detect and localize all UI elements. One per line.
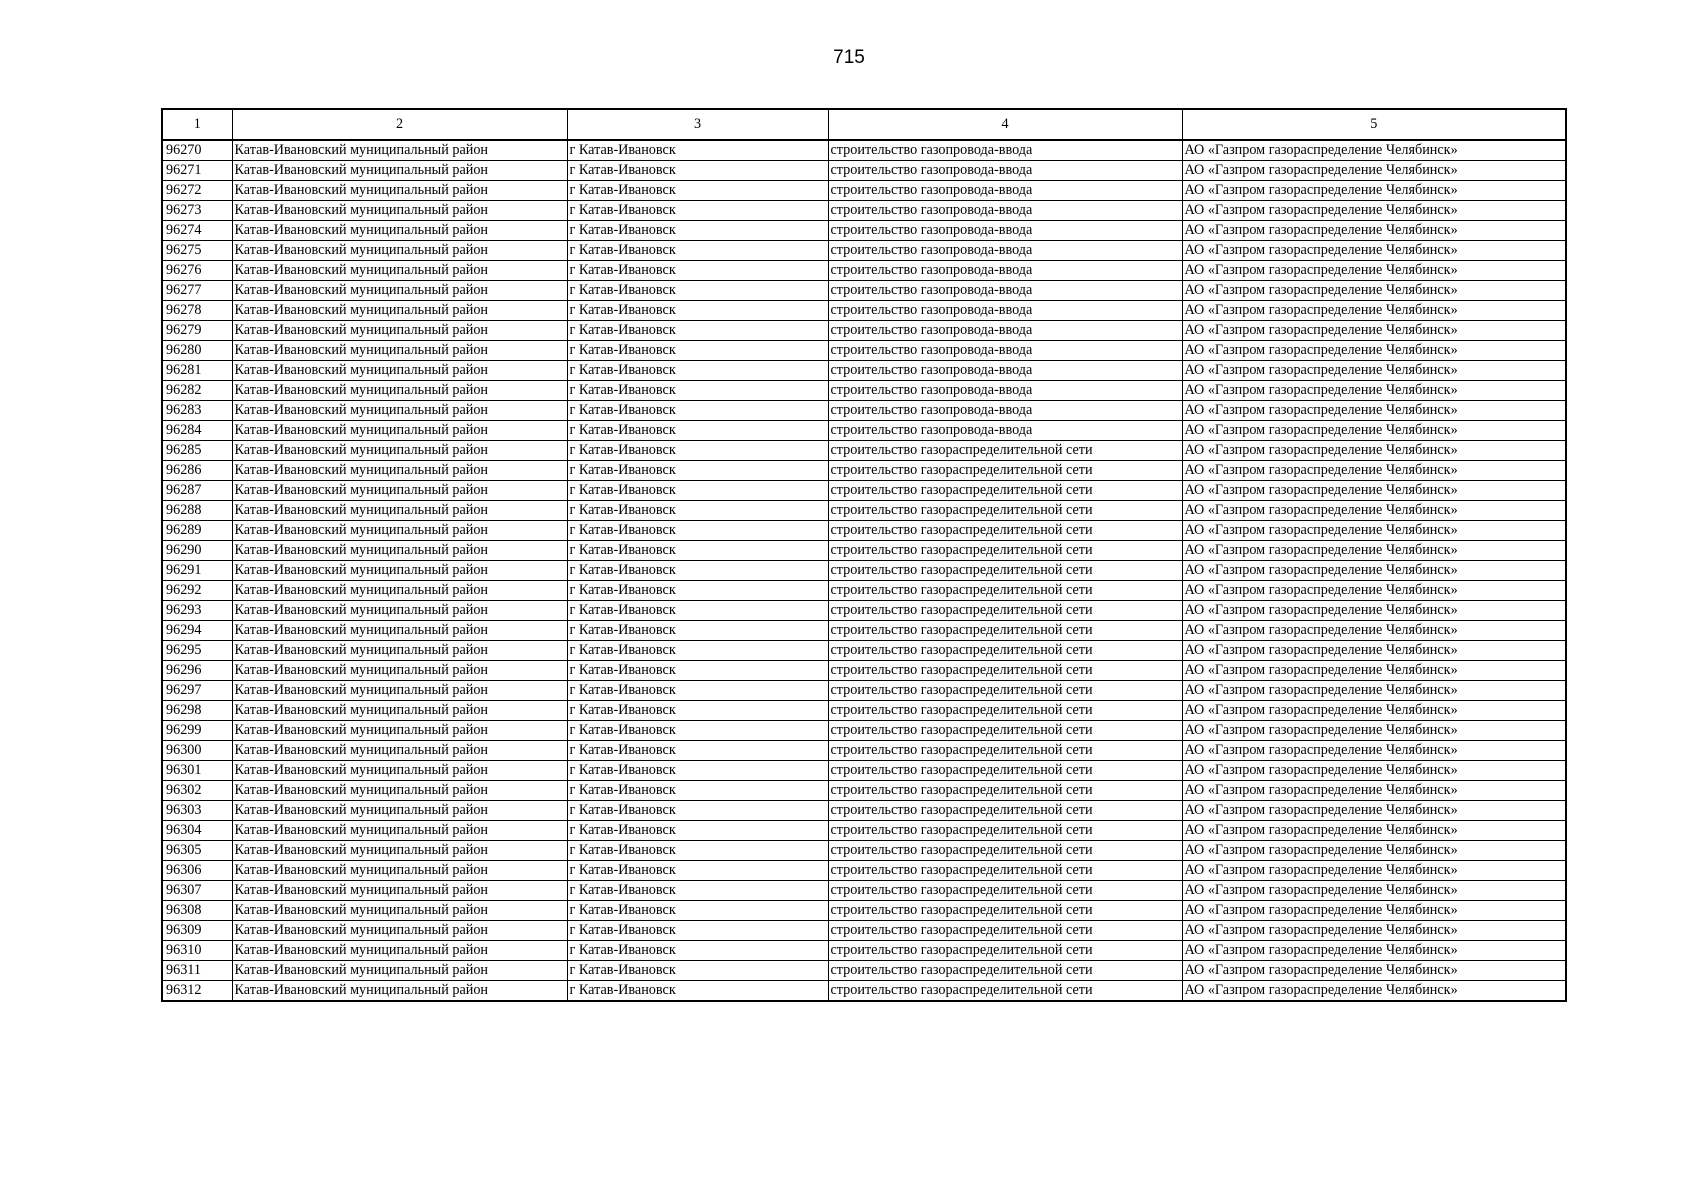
district-cell: Катав-Ивановский муниципальный район	[232, 901, 567, 921]
locality-cell: г Катав-Ивановск	[567, 421, 828, 441]
district-cell: Катав-Ивановский муниципальный район	[232, 761, 567, 781]
work-type-cell: строительство газораспределительной сети	[828, 661, 1182, 681]
row-number-cell: 96290	[162, 541, 232, 561]
row-number-cell: 96297	[162, 681, 232, 701]
row-number-cell: 96276	[162, 261, 232, 281]
work-type-cell: строительство газопровода-ввода	[828, 321, 1182, 341]
work-type-cell: строительство газораспределительной сети	[828, 921, 1182, 941]
organization-cell: АО «Газпром газораспределение Челябинск»	[1182, 921, 1566, 941]
row-number-cell: 96300	[162, 741, 232, 761]
locality-cell: г Катав-Ивановск	[567, 661, 828, 681]
locality-cell: г Катав-Ивановск	[567, 341, 828, 361]
row-number-cell: 96296	[162, 661, 232, 681]
locality-cell: г Катав-Ивановск	[567, 641, 828, 661]
district-cell: Катав-Ивановский муниципальный район	[232, 801, 567, 821]
work-type-cell: строительство газопровода-ввода	[828, 261, 1182, 281]
table-row	[162, 961, 1566, 981]
table-row	[162, 321, 1566, 341]
table-row	[162, 761, 1566, 781]
work-type-cell: строительство газопровода-ввода	[828, 181, 1182, 201]
organization-cell: АО «Газпром газораспределение Челябинск»	[1182, 301, 1566, 321]
locality-cell: г Катав-Ивановск	[567, 961, 828, 981]
district-cell: Катав-Ивановский муниципальный район	[232, 641, 567, 661]
district-cell: Катав-Ивановский муниципальный район	[232, 221, 567, 241]
table-row	[162, 561, 1566, 581]
locality-cell: г Катав-Ивановск	[567, 241, 828, 261]
organization-cell: АО «Газпром газораспределение Челябинск»	[1182, 401, 1566, 421]
district-cell: Катав-Ивановский муниципальный район	[232, 301, 567, 321]
locality-cell: г Катав-Ивановск	[567, 741, 828, 761]
table-row	[162, 341, 1566, 361]
table-row	[162, 701, 1566, 721]
organization-cell: АО «Газпром газораспределение Челябинск»	[1182, 581, 1566, 601]
organization-cell: АО «Газпром газораспределение Челябинск»	[1182, 461, 1566, 481]
table-row	[162, 481, 1566, 501]
work-type-cell: строительство газораспределительной сети	[828, 481, 1182, 501]
locality-cell: г Катав-Ивановск	[567, 701, 828, 721]
organization-cell: АО «Газпром газораспределение Челябинск»	[1182, 341, 1566, 361]
locality-cell: г Катав-Ивановск	[567, 821, 828, 841]
organization-cell: АО «Газпром газораспределение Челябинск»	[1182, 761, 1566, 781]
locality-cell: г Катав-Ивановск	[567, 181, 828, 201]
work-type-cell: строительство газораспределительной сети	[828, 941, 1182, 961]
organization-cell: АО «Газпром газораспределение Челябинск»	[1182, 181, 1566, 201]
district-cell: Катав-Ивановский муниципальный район	[232, 381, 567, 401]
locality-cell: г Катав-Ивановск	[567, 901, 828, 921]
locality-cell: г Катав-Ивановск	[567, 921, 828, 941]
organization-cell: АО «Газпром газораспределение Челябинск»	[1182, 421, 1566, 441]
work-type-cell: строительство газораспределительной сети	[828, 781, 1182, 801]
district-cell: Катав-Ивановский муниципальный район	[232, 701, 567, 721]
locality-cell: г Катав-Ивановск	[567, 761, 828, 781]
table-row	[162, 801, 1566, 821]
locality-cell: г Катав-Ивановск	[567, 361, 828, 381]
table-row	[162, 441, 1566, 461]
organization-cell: АО «Газпром газораспределение Челябинск»	[1182, 201, 1566, 221]
work-type-cell: строительство газопровода-ввода	[828, 301, 1182, 321]
work-type-cell: строительство газопровода-ввода	[828, 161, 1182, 181]
organization-cell: АО «Газпром газораспределение Челябинск»	[1182, 561, 1566, 581]
locality-cell: г Катав-Ивановск	[567, 801, 828, 821]
district-cell: Катав-Ивановский муниципальный район	[232, 961, 567, 981]
row-number-cell: 96280	[162, 341, 232, 361]
row-number-cell: 96303	[162, 801, 232, 821]
organization-cell: АО «Газпром газораспределение Челябинск»	[1182, 941, 1566, 961]
locality-cell: г Катав-Ивановск	[567, 301, 828, 321]
organization-cell: АО «Газпром газораспределение Челябинск»	[1182, 281, 1566, 301]
locality-cell: г Катав-Ивановск	[567, 841, 828, 861]
row-number-cell: 96278	[162, 301, 232, 321]
row-number-cell: 96309	[162, 921, 232, 941]
locality-cell: г Катав-Ивановск	[567, 621, 828, 641]
row-number-cell: 96274	[162, 221, 232, 241]
row-number-cell: 96293	[162, 601, 232, 621]
locality-cell: г Катав-Ивановск	[567, 781, 828, 801]
locality-cell: г Катав-Ивановск	[567, 441, 828, 461]
row-number-cell: 96307	[162, 881, 232, 901]
district-cell: Катав-Ивановский муниципальный район	[232, 561, 567, 581]
organization-cell: АО «Газпром газораспределение Челябинск»	[1182, 241, 1566, 261]
table-row	[162, 641, 1566, 661]
district-cell: Катав-Ивановский муниципальный район	[232, 721, 567, 741]
organization-cell: АО «Газпром газораспределение Челябинск»	[1182, 781, 1566, 801]
table-row	[162, 261, 1566, 281]
row-number-cell: 96272	[162, 181, 232, 201]
district-cell: Катав-Ивановский муниципальный район	[232, 421, 567, 441]
table-row	[162, 281, 1566, 301]
row-number-cell: 96284	[162, 421, 232, 441]
work-type-cell: строительство газораспределительной сети	[828, 721, 1182, 741]
work-type-cell: строительство газораспределительной сети	[828, 901, 1182, 921]
column-header-1: 1	[162, 109, 232, 140]
table-row	[162, 361, 1566, 381]
table-row	[162, 301, 1566, 321]
row-number-cell: 96270	[162, 140, 232, 161]
row-number-cell: 96292	[162, 581, 232, 601]
row-number-cell: 96301	[162, 761, 232, 781]
work-type-cell: строительство газораспределительной сети	[828, 961, 1182, 981]
organization-cell: АО «Газпром газораспределение Челябинск»	[1182, 881, 1566, 901]
table-row	[162, 181, 1566, 201]
row-number-cell: 96311	[162, 961, 232, 981]
work-type-cell: строительство газораспределительной сети	[828, 441, 1182, 461]
locality-cell: г Катав-Ивановск	[567, 161, 828, 181]
table-row	[162, 601, 1566, 621]
registry-table-container	[161, 108, 1567, 1002]
district-cell: Катав-Ивановский муниципальный район	[232, 181, 567, 201]
table-row	[162, 140, 1566, 161]
work-type-cell: строительство газораспределительной сети	[828, 861, 1182, 881]
organization-cell: АО «Газпром газораспределение Челябинск»	[1182, 741, 1566, 761]
locality-cell: г Катав-Ивановск	[567, 461, 828, 481]
table-row	[162, 621, 1566, 641]
table-row	[162, 921, 1566, 941]
work-type-cell: строительство газораспределительной сети	[828, 681, 1182, 701]
work-type-cell: строительство газопровода-ввода	[828, 241, 1182, 261]
district-cell: Катав-Ивановский муниципальный район	[232, 941, 567, 961]
organization-cell: АО «Газпром газораспределение Челябинск»	[1182, 221, 1566, 241]
row-number-cell: 96289	[162, 521, 232, 541]
work-type-cell: строительство газораспределительной сети	[828, 621, 1182, 641]
column-header-2: 2	[232, 109, 567, 140]
page-number: 715	[833, 47, 865, 68]
organization-cell: АО «Газпром газораспределение Челябинск»	[1182, 701, 1566, 721]
organization-cell: АО «Газпром газораспределение Челябинск»	[1182, 641, 1566, 661]
district-cell: Катав-Ивановский муниципальный район	[232, 821, 567, 841]
row-number-cell: 96288	[162, 501, 232, 521]
row-number-cell: 96312	[162, 981, 232, 1002]
locality-cell: г Катав-Ивановск	[567, 881, 828, 901]
row-number-cell: 96275	[162, 241, 232, 261]
locality-cell: г Катав-Ивановск	[567, 321, 828, 341]
locality-cell: г Катав-Ивановск	[567, 521, 828, 541]
row-number-cell: 96308	[162, 901, 232, 921]
locality-cell: г Катав-Ивановск	[567, 140, 828, 161]
locality-cell: г Катав-Ивановск	[567, 501, 828, 521]
organization-cell: АО «Газпром газораспределение Челябинск»	[1182, 501, 1566, 521]
work-type-cell: строительство газопровода-ввода	[828, 281, 1182, 301]
district-cell: Катав-Ивановский муниципальный район	[232, 621, 567, 641]
row-number-cell: 96281	[162, 361, 232, 381]
work-type-cell: строительство газопровода-ввода	[828, 221, 1182, 241]
district-cell: Катав-Ивановский муниципальный район	[232, 501, 567, 521]
locality-cell: г Катав-Ивановск	[567, 561, 828, 581]
table-row	[162, 201, 1566, 221]
district-cell: Катав-Ивановский муниципальный район	[232, 981, 567, 1002]
district-cell: Катав-Ивановский муниципальный район	[232, 461, 567, 481]
work-type-cell: строительство газораспределительной сети	[828, 521, 1182, 541]
organization-cell: АО «Газпром газораспределение Челябинск»	[1182, 381, 1566, 401]
district-cell: Катав-Ивановский муниципальный район	[232, 601, 567, 621]
locality-cell: г Катав-Ивановск	[567, 541, 828, 561]
table-header-row	[162, 109, 1566, 140]
work-type-cell: строительство газопровода-ввода	[828, 140, 1182, 161]
work-type-cell: строительство газораспределительной сети	[828, 561, 1182, 581]
district-cell: Катав-Ивановский муниципальный район	[232, 321, 567, 341]
table-row	[162, 941, 1566, 961]
locality-cell: г Катав-Ивановск	[567, 681, 828, 701]
row-number-cell: 96287	[162, 481, 232, 501]
organization-cell: АО «Газпром газораспределение Челябинск»	[1182, 661, 1566, 681]
organization-cell: АО «Газпром газораспределение Челябинск»	[1182, 481, 1566, 501]
organization-cell: АО «Газпром газораспределение Челябинск»	[1182, 521, 1566, 541]
district-cell: Катав-Ивановский муниципальный район	[232, 241, 567, 261]
row-number-cell: 96277	[162, 281, 232, 301]
table-row	[162, 161, 1566, 181]
work-type-cell: строительство газораспределительной сети	[828, 601, 1182, 621]
work-type-cell: строительство газопровода-ввода	[828, 401, 1182, 421]
locality-cell: г Катав-Ивановск	[567, 221, 828, 241]
table-row	[162, 721, 1566, 741]
row-number-cell: 96291	[162, 561, 232, 581]
locality-cell: г Катав-Ивановск	[567, 481, 828, 501]
table-row	[162, 221, 1566, 241]
row-number-cell: 96286	[162, 461, 232, 481]
work-type-cell: строительство газопровода-ввода	[828, 201, 1182, 221]
registry-table	[161, 108, 1567, 1002]
table-row	[162, 781, 1566, 801]
organization-cell: АО «Газпром газораспределение Челябинск»	[1182, 140, 1566, 161]
organization-cell: АО «Газпром газораспределение Челябинск»	[1182, 441, 1566, 461]
work-type-cell: строительство газопровода-ввода	[828, 341, 1182, 361]
row-number-cell: 96302	[162, 781, 232, 801]
district-cell: Катав-Ивановский муниципальный район	[232, 281, 567, 301]
table-row	[162, 581, 1566, 601]
organization-cell: АО «Газпром газораспределение Челябинск»	[1182, 361, 1566, 381]
organization-cell: АО «Газпром газораспределение Челябинск»	[1182, 801, 1566, 821]
column-header-4: 4	[828, 109, 1182, 140]
locality-cell: г Катав-Ивановск	[567, 601, 828, 621]
locality-cell: г Катав-Ивановск	[567, 941, 828, 961]
work-type-cell: строительство газопровода-ввода	[828, 421, 1182, 441]
table-row	[162, 541, 1566, 561]
district-cell: Катав-Ивановский муниципальный район	[232, 661, 567, 681]
work-type-cell: строительство газораспределительной сети	[828, 841, 1182, 861]
work-type-cell: строительство газораспределительной сети	[828, 581, 1182, 601]
district-cell: Катав-Ивановский муниципальный район	[232, 881, 567, 901]
district-cell: Катав-Ивановский муниципальный район	[232, 841, 567, 861]
table-body	[162, 140, 1566, 1001]
locality-cell: г Катав-Ивановск	[567, 261, 828, 281]
district-cell: Катав-Ивановский муниципальный район	[232, 581, 567, 601]
organization-cell: АО «Газпром газораспределение Челябинск»	[1182, 161, 1566, 181]
row-number-cell: 96295	[162, 641, 232, 661]
district-cell: Катав-Ивановский муниципальный район	[232, 161, 567, 181]
locality-cell: г Катав-Ивановск	[567, 721, 828, 741]
row-number-cell: 96282	[162, 381, 232, 401]
table-row	[162, 881, 1566, 901]
locality-cell: г Катав-Ивановск	[567, 201, 828, 221]
row-number-cell: 96299	[162, 721, 232, 741]
row-number-cell: 96306	[162, 861, 232, 881]
work-type-cell: строительство газораспределительной сети	[828, 741, 1182, 761]
row-number-cell: 96279	[162, 321, 232, 341]
organization-cell: АО «Газпром газораспределение Челябинск»	[1182, 841, 1566, 861]
table-row	[162, 401, 1566, 421]
table-row	[162, 461, 1566, 481]
locality-cell: г Катав-Ивановск	[567, 281, 828, 301]
district-cell: Катав-Ивановский муниципальный район	[232, 741, 567, 761]
district-cell: Катав-Ивановский муниципальный район	[232, 541, 567, 561]
work-type-cell: строительство газораспределительной сети	[828, 461, 1182, 481]
row-number-cell: 96283	[162, 401, 232, 421]
column-header-5: 5	[1182, 109, 1566, 140]
row-number-cell: 96271	[162, 161, 232, 181]
row-number-cell: 96273	[162, 201, 232, 221]
row-number-cell: 96294	[162, 621, 232, 641]
row-number-cell: 96298	[162, 701, 232, 721]
organization-cell: АО «Газпром газораспределение Челябинск»	[1182, 541, 1566, 561]
district-cell: Катав-Ивановский муниципальный район	[232, 681, 567, 701]
organization-cell: АО «Газпром газораспределение Челябинск»	[1182, 681, 1566, 701]
locality-cell: г Катав-Ивановск	[567, 381, 828, 401]
work-type-cell: строительство газораспределительной сети	[828, 501, 1182, 521]
organization-cell: АО «Газпром газораспределение Челябинск»	[1182, 621, 1566, 641]
table-row	[162, 901, 1566, 921]
work-type-cell: строительство газопровода-ввода	[828, 381, 1182, 401]
locality-cell: г Катав-Ивановск	[567, 861, 828, 881]
district-cell: Катав-Ивановский муниципальный район	[232, 261, 567, 281]
work-type-cell: строительство газопровода-ввода	[828, 361, 1182, 381]
work-type-cell: строительство газораспределительной сети	[828, 761, 1182, 781]
district-cell: Катав-Ивановский муниципальный район	[232, 441, 567, 461]
table-row	[162, 741, 1566, 761]
organization-cell: АО «Газпром газораспределение Челябинск»	[1182, 901, 1566, 921]
table-row	[162, 861, 1566, 881]
district-cell: Катав-Ивановский муниципальный район	[232, 361, 567, 381]
row-number-cell: 96305	[162, 841, 232, 861]
district-cell: Катав-Ивановский муниципальный район	[232, 140, 567, 161]
organization-cell: АО «Газпром газораспределение Челябинск»	[1182, 961, 1566, 981]
table-row	[162, 821, 1566, 841]
table-row	[162, 501, 1566, 521]
work-type-cell: строительство газораспределительной сети	[828, 981, 1182, 1002]
table-row	[162, 681, 1566, 701]
organization-cell: АО «Газпром газораспределение Челябинск»	[1182, 821, 1566, 841]
table-row	[162, 381, 1566, 401]
district-cell: Катав-Ивановский муниципальный район	[232, 861, 567, 881]
district-cell: Катав-Ивановский муниципальный район	[232, 521, 567, 541]
district-cell: Катав-Ивановский муниципальный район	[232, 401, 567, 421]
row-number-cell: 96310	[162, 941, 232, 961]
district-cell: Катав-Ивановский муниципальный район	[232, 201, 567, 221]
district-cell: Катав-Ивановский муниципальный район	[232, 781, 567, 801]
work-type-cell: строительство газораспределительной сети	[828, 641, 1182, 661]
organization-cell: АО «Газпром газораспределение Челябинск»	[1182, 261, 1566, 281]
district-cell: Катав-Ивановский муниципальный район	[232, 921, 567, 941]
table-row	[162, 521, 1566, 541]
work-type-cell: строительство газораспределительной сети	[828, 541, 1182, 561]
table-row	[162, 661, 1566, 681]
column-header-3: 3	[567, 109, 828, 140]
work-type-cell: строительство газораспределительной сети	[828, 801, 1182, 821]
organization-cell: АО «Газпром газораспределение Челябинск»	[1182, 861, 1566, 881]
work-type-cell: строительство газораспределительной сети	[828, 701, 1182, 721]
table-row	[162, 241, 1566, 261]
locality-cell: г Катав-Ивановск	[567, 981, 828, 1002]
row-number-cell: 96285	[162, 441, 232, 461]
table-row	[162, 841, 1566, 861]
organization-cell: АО «Газпром газораспределение Челябинск»	[1182, 981, 1566, 1002]
locality-cell: г Катав-Ивановск	[567, 581, 828, 601]
organization-cell: АО «Газпром газораспределение Челябинск»	[1182, 601, 1566, 621]
work-type-cell: строительство газораспределительной сети	[828, 881, 1182, 901]
work-type-cell: строительство газораспределительной сети	[828, 821, 1182, 841]
district-cell: Катав-Ивановский муниципальный район	[232, 341, 567, 361]
locality-cell: г Катав-Ивановск	[567, 401, 828, 421]
district-cell: Катав-Ивановский муниципальный район	[232, 481, 567, 501]
row-number-cell: 96304	[162, 821, 232, 841]
organization-cell: АО «Газпром газораспределение Челябинск»	[1182, 321, 1566, 341]
table-row	[162, 421, 1566, 441]
organization-cell: АО «Газпром газораспределение Челябинск»	[1182, 721, 1566, 741]
table-row	[162, 981, 1566, 1002]
